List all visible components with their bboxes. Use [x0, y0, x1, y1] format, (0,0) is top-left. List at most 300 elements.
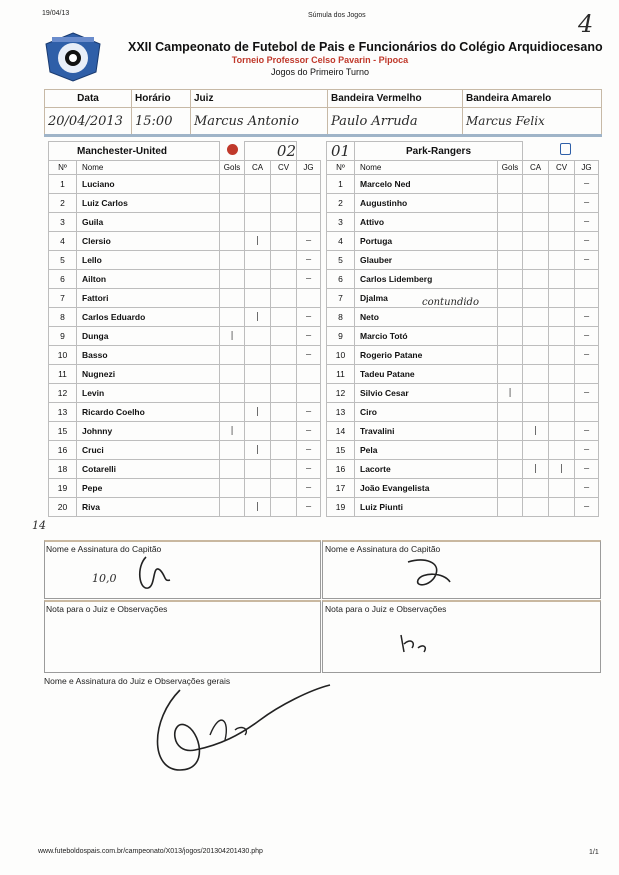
player-goals: [498, 251, 523, 270]
player-number: 2: [327, 194, 355, 213]
player-red-card: [549, 498, 575, 517]
player-goals: [220, 460, 245, 479]
player-row: [327, 441, 599, 460]
player-yellow-card: [523, 175, 549, 194]
away-captain-label: Nome e Assinatura do Capitão: [325, 544, 441, 554]
player-yellow-card: [523, 365, 549, 384]
player-red-card: [271, 365, 297, 384]
player-red-card: [549, 403, 575, 422]
corner-number: 4: [578, 10, 594, 38]
round-label: Jogos do Primeiro Turno: [270, 67, 370, 77]
player-red-card: [271, 346, 297, 365]
player-red-card: [549, 232, 575, 251]
player-played: —: [297, 498, 321, 517]
away-notes-label: Nota para o Juiz e Observações: [325, 604, 447, 614]
player-yellow-card: [523, 384, 549, 403]
player-goals: [498, 175, 523, 194]
player-red-card: [271, 460, 297, 479]
col-cv: CV: [549, 161, 575, 175]
player-played: —: [575, 422, 599, 441]
player-number: 15: [327, 441, 355, 460]
player-goals: [498, 213, 523, 232]
player-goals: [220, 384, 245, 403]
player-red-card: [549, 365, 575, 384]
player-number: 9: [327, 327, 355, 346]
col-ca: CA: [245, 161, 271, 175]
player-red-card: [271, 441, 297, 460]
player-played: [297, 175, 321, 194]
player-red-card: [271, 479, 297, 498]
home-team-name: Manchester-United: [49, 142, 220, 161]
player-played: [297, 213, 321, 232]
player-red-card: [271, 308, 297, 327]
red-flag-label: Bandeira Vermelho: [328, 90, 463, 108]
col-name: Nome: [77, 161, 220, 175]
player-goals: [220, 308, 245, 327]
player-row: [49, 175, 321, 194]
home-notes-label: Nota para o Juiz e Observações: [46, 604, 168, 614]
footer-url[interactable]: www.futeboldospais.com.br/campeonato/X013/jogos/201304201430.php: [38, 848, 263, 855]
player-number: 3: [49, 213, 77, 232]
player-name: Fattori: [77, 289, 220, 308]
player-goals: [498, 270, 523, 289]
player-row: [49, 194, 321, 213]
player-number: 13: [49, 403, 77, 422]
player-red-card: [549, 346, 575, 365]
player-name: Basso: [77, 346, 220, 365]
player-name: Pela: [355, 441, 498, 460]
player-number: 9: [49, 327, 77, 346]
player-number: 16: [327, 460, 355, 479]
away-team-table: [326, 141, 599, 517]
player-goals: [220, 479, 245, 498]
player-goals: [220, 346, 245, 365]
player-played: [575, 289, 599, 308]
player-goals: [498, 479, 523, 498]
player-row: [327, 365, 599, 384]
player-number: 3: [327, 213, 355, 232]
player-row: [49, 213, 321, 232]
player-played: —: [575, 213, 599, 232]
player-played: —: [297, 270, 321, 289]
player-name: Cruci: [77, 441, 220, 460]
player-goals: [498, 498, 523, 517]
player-red-card: [271, 498, 297, 517]
player-yellow-card: |: [245, 403, 271, 422]
player-played: [297, 384, 321, 403]
player-row: [49, 327, 321, 346]
away-team-name: Park-Rangers: [355, 142, 523, 161]
player-number: 12: [49, 384, 77, 403]
player-number: 19: [327, 498, 355, 517]
yellow-flag-label: Bandeira Amarelo: [463, 90, 602, 108]
red-flag-value: Paulo Arruda: [328, 108, 463, 136]
player-row: [49, 403, 321, 422]
player-number: 8: [49, 308, 77, 327]
player-name: Lello: [77, 251, 220, 270]
player-yellow-card: [523, 346, 549, 365]
player-name: Lacorte: [355, 460, 498, 479]
player-goals: [220, 175, 245, 194]
player-number: 12: [327, 384, 355, 403]
player-row: [49, 460, 321, 479]
player-goals: [498, 308, 523, 327]
col-cv: CV: [271, 161, 297, 175]
player-row: [49, 346, 321, 365]
player-goals: [220, 194, 245, 213]
player-red-card: [271, 422, 297, 441]
player-name: Marcelo Ned: [355, 175, 498, 194]
player-number: 2: [49, 194, 77, 213]
player-played: —: [575, 460, 599, 479]
player-red-card: [271, 403, 297, 422]
player-row: [327, 232, 599, 251]
player-number: 1: [49, 175, 77, 194]
match-header-table: [44, 89, 602, 137]
player-name: Luiz Piunti: [355, 498, 498, 517]
player-name: Luciano: [77, 175, 220, 194]
player-number: 8: [327, 308, 355, 327]
player-goals: [220, 289, 245, 308]
player-goals: |: [220, 327, 245, 346]
home-score: 02: [245, 142, 297, 161]
player-row: [49, 422, 321, 441]
player-yellow-card: [245, 460, 271, 479]
player-yellow-card: [245, 422, 271, 441]
player-played: —: [575, 498, 599, 517]
margin-count: 14: [32, 519, 46, 532]
player-yellow-card: [523, 251, 549, 270]
player-goals: [498, 422, 523, 441]
player-yellow-card: [523, 289, 549, 308]
player-number: 14: [327, 422, 355, 441]
player-name: Pepe: [77, 479, 220, 498]
player-played: —: [575, 327, 599, 346]
player-number: 11: [49, 365, 77, 384]
player-yellow-card: |: [245, 498, 271, 517]
player-number: 17: [327, 479, 355, 498]
away-captain-signature: [400, 552, 460, 599]
time-label: Horário: [132, 90, 191, 108]
player-played: [297, 365, 321, 384]
player-number: 20: [49, 498, 77, 517]
referee-signature-label: Nome e Assinatura do Juiz e Observações gerais: [44, 676, 231, 686]
player-number: 18: [49, 460, 77, 479]
player-played: —: [575, 194, 599, 213]
yellow-flag-value: Marcus Felix: [463, 108, 602, 136]
player-name: Augustinho: [355, 194, 498, 213]
player-row: [327, 308, 599, 327]
player-name: Neto: [355, 308, 498, 327]
player-red-card: [549, 251, 575, 270]
player-name: Travalini: [355, 422, 498, 441]
player-name: Guila: [77, 213, 220, 232]
player-row: [49, 308, 321, 327]
player-row: [327, 422, 599, 441]
player-red-card: [549, 289, 575, 308]
player-yellow-card: [245, 479, 271, 498]
player-played: —: [575, 479, 599, 498]
player-name: Tadeu Patane: [355, 365, 498, 384]
player-goals: [498, 460, 523, 479]
away-score: 01: [327, 142, 355, 161]
player-red-card: [549, 441, 575, 460]
player-red-card: [271, 175, 297, 194]
player-played: —: [297, 232, 321, 251]
player-red-card: [549, 270, 575, 289]
player-row: [327, 403, 599, 422]
player-red-card: [549, 308, 575, 327]
player-row: [49, 270, 321, 289]
player-played: —: [575, 232, 599, 251]
player-yellow-card: |: [245, 441, 271, 460]
col-ca: CA: [523, 161, 549, 175]
player-played: —: [575, 384, 599, 403]
player-row: [49, 232, 321, 251]
player-goals: |: [498, 384, 523, 403]
player-played: —: [297, 479, 321, 498]
player-red-card: [271, 213, 297, 232]
player-number: 4: [327, 232, 355, 251]
player-goals: [498, 194, 523, 213]
player-name: Marcio Totó: [355, 327, 498, 346]
player-played: —: [297, 441, 321, 460]
player-row: [49, 251, 321, 270]
player-number: 11: [327, 365, 355, 384]
player-yellow-card: [523, 327, 549, 346]
player-name: João Evangelista: [355, 479, 498, 498]
player-number: 5: [49, 251, 77, 270]
player-row: [49, 441, 321, 460]
player-yellow-card: [245, 251, 271, 270]
player-name: Clersio: [77, 232, 220, 251]
player-yellow-card: [523, 270, 549, 289]
player-name: Djalma: [355, 289, 498, 308]
player-yellow-card: [523, 232, 549, 251]
player-number: 19: [49, 479, 77, 498]
player-row: [327, 479, 599, 498]
player-played: —: [297, 422, 321, 441]
player-red-card: [549, 175, 575, 194]
player-yellow-card: [245, 289, 271, 308]
player-yellow-card: [245, 384, 271, 403]
player-goals: [220, 213, 245, 232]
player-red-card: [271, 270, 297, 289]
player-yellow-card: [245, 175, 271, 194]
player-red-card: [549, 422, 575, 441]
player-goals: [220, 270, 245, 289]
player-row: [327, 251, 599, 270]
player-row: [327, 327, 599, 346]
player-red-card: |: [549, 460, 575, 479]
player-yellow-card: |: [245, 308, 271, 327]
player-row: [327, 460, 599, 479]
referee-signature: [140, 680, 340, 785]
date-value: 20/04/2013: [45, 108, 132, 136]
injury-note: contundido: [422, 297, 479, 308]
col-jg: JG: [297, 161, 321, 175]
player-number: 13: [327, 403, 355, 422]
player-played: —: [297, 460, 321, 479]
player-row: [327, 270, 599, 289]
home-captain-note: 10,0: [92, 572, 117, 585]
player-name: Johnny: [77, 422, 220, 441]
player-played: —: [575, 308, 599, 327]
player-number: 6: [327, 270, 355, 289]
player-number: 5: [327, 251, 355, 270]
player-yellow-card: [523, 194, 549, 213]
player-yellow-card: [245, 327, 271, 346]
date-label: Data: [45, 90, 132, 108]
player-number: 15: [49, 422, 77, 441]
player-goals: [220, 232, 245, 251]
player-number: 10: [327, 346, 355, 365]
player-name: Riva: [77, 498, 220, 517]
away-team-crest: [523, 142, 599, 161]
player-name: Rogerio Patane: [355, 346, 498, 365]
home-captain-signature: [136, 552, 196, 599]
player-yellow-card: [245, 194, 271, 213]
player-row: [327, 498, 599, 517]
home-team-table: [48, 141, 321, 517]
player-goals: [220, 498, 245, 517]
player-name: Nugnezi: [77, 365, 220, 384]
player-number: 7: [49, 289, 77, 308]
player-red-card: [271, 289, 297, 308]
player-goals: |: [220, 422, 245, 441]
player-goals: [498, 403, 523, 422]
player-name: Dunga: [77, 327, 220, 346]
player-played: —: [575, 441, 599, 460]
player-row: [49, 289, 321, 308]
player-yellow-card: [245, 270, 271, 289]
print-page-title: Súmula dos Jogos: [308, 12, 366, 19]
home-team-crest: [220, 142, 245, 161]
player-red-card: [549, 327, 575, 346]
player-number: 7: [327, 289, 355, 308]
col-goals: Gols: [220, 161, 245, 175]
championship-title: XXII Campeonato de Futebol de Pais e Funcionários do Colégio Arquidiocesano: [128, 40, 603, 54]
player-row: [327, 194, 599, 213]
player-name: Luiz Carlos: [77, 194, 220, 213]
player-yellow-card: [245, 213, 271, 232]
player-red-card: [271, 194, 297, 213]
player-goals: [498, 289, 523, 308]
player-name: Attivo: [355, 213, 498, 232]
player-goals: [498, 232, 523, 251]
player-played: —: [297, 251, 321, 270]
player-goals: [498, 346, 523, 365]
player-goals: [220, 403, 245, 422]
referee-value: Marcus Antonio: [191, 108, 328, 136]
player-yellow-card: [523, 403, 549, 422]
player-number: 16: [49, 441, 77, 460]
time-value: 15:00: [132, 108, 191, 136]
player-yellow-card: |: [245, 232, 271, 251]
home-captain-label: Nome e Assinatura do Capitão: [46, 544, 162, 554]
player-red-card: [271, 232, 297, 251]
player-row: [327, 346, 599, 365]
player-goals: [220, 251, 245, 270]
player-name: Cotarelli: [77, 460, 220, 479]
player-row: [327, 384, 599, 403]
player-played: [575, 365, 599, 384]
player-yellow-card: |: [523, 422, 549, 441]
player-goals: [498, 441, 523, 460]
player-red-card: [549, 384, 575, 403]
player-yellow-card: |: [523, 460, 549, 479]
player-yellow-card: [523, 498, 549, 517]
player-yellow-card: [523, 308, 549, 327]
footer-page: 1/1: [589, 849, 599, 856]
player-red-card: [549, 479, 575, 498]
col-goals: Gols: [498, 161, 523, 175]
player-name: Carlos Lidemberg: [355, 270, 498, 289]
player-played: —: [297, 308, 321, 327]
player-row: [49, 365, 321, 384]
player-red-card: [271, 327, 297, 346]
player-played: —: [575, 346, 599, 365]
player-goals: [498, 365, 523, 384]
player-number: 10: [49, 346, 77, 365]
player-played: —: [575, 251, 599, 270]
player-number: 6: [49, 270, 77, 289]
player-number: 1: [327, 175, 355, 194]
player-red-card: [549, 194, 575, 213]
col-num: Nº: [49, 161, 77, 175]
player-yellow-card: [523, 441, 549, 460]
col-name: Nome: [355, 161, 498, 175]
player-name: Portuga: [355, 232, 498, 251]
player-played: [575, 403, 599, 422]
player-goals: [220, 441, 245, 460]
player-row: [49, 479, 321, 498]
print-date: 19/04/13: [42, 10, 70, 17]
player-played: —: [297, 346, 321, 365]
player-yellow-card: [245, 346, 271, 365]
player-red-card: [271, 251, 297, 270]
player-row: [49, 384, 321, 403]
player-name: Silvio Cesar: [355, 384, 498, 403]
player-goals: [220, 365, 245, 384]
player-played: —: [297, 327, 321, 346]
player-name: Ciro: [355, 403, 498, 422]
player-row: [49, 498, 321, 517]
player-yellow-card: [245, 365, 271, 384]
player-yellow-card: [523, 213, 549, 232]
player-name: Ricardo Coelho: [77, 403, 220, 422]
referee-label: Juiz: [191, 90, 328, 108]
player-name: Levin: [77, 384, 220, 403]
player-name: Glauber: [355, 251, 498, 270]
player-played: —: [297, 403, 321, 422]
col-num: Nº: [327, 161, 355, 175]
player-yellow-card: [523, 479, 549, 498]
player-row: [327, 213, 599, 232]
player-played: [297, 289, 321, 308]
player-name: Carlos Eduardo: [77, 308, 220, 327]
player-name: Ailton: [77, 270, 220, 289]
player-number: 4: [49, 232, 77, 251]
player-played: —: [575, 175, 599, 194]
tournament-subtitle: Torneio Professor Celso Pavarin - Pipoca: [231, 55, 409, 65]
player-played: [575, 270, 599, 289]
player-goals: [498, 327, 523, 346]
col-jg: JG: [575, 161, 599, 175]
away-notes-signature: [396, 630, 436, 665]
player-red-card: [549, 213, 575, 232]
player-row: [327, 175, 599, 194]
